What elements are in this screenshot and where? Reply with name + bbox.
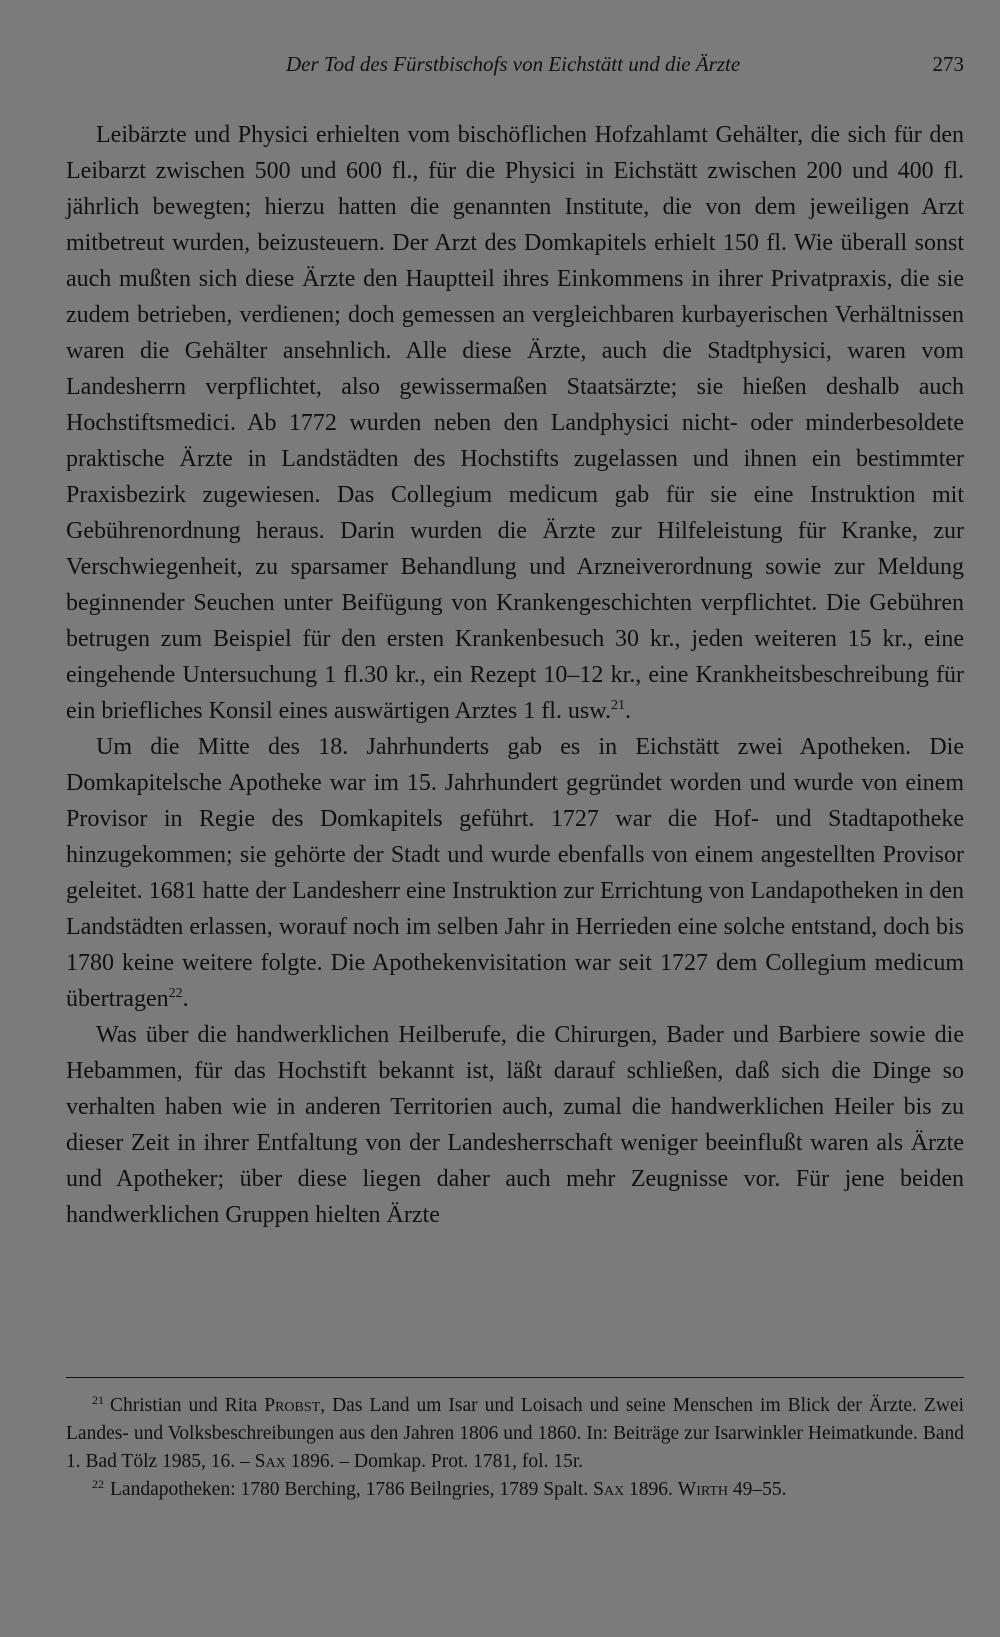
running-title: Der Tod des Fürstbischofs von Eichstätt und die Ärzte <box>286 52 741 76</box>
footnote-text: 1896. <box>624 1479 678 1500</box>
cited-author: Sax <box>254 1451 286 1472</box>
footnote-reference[interactable]: 22 <box>168 986 183 1001</box>
paragraph-craft-healers <box>66 1017 964 1233</box>
footnote-mark: 21 <box>92 1392 104 1407</box>
footnote-21 <box>66 1392 964 1476</box>
footnote-reference[interactable]: 21 <box>610 698 625 713</box>
footnote-text: Landapotheken: 1780 Berching, 1786 Beilngries, 1789 Spalt. <box>110 1479 594 1500</box>
paragraph-end: . <box>624 698 631 724</box>
footnote-separator <box>66 1377 964 1378</box>
cited-author: Wirth <box>677 1479 729 1500</box>
body-text <box>66 117 964 1233</box>
footnote-text: 49–55. <box>728 1479 787 1500</box>
paragraph-text: Um die Mitte des 18. Jahrhunderts gab es in Eichstätt zwei Apotheken. Die Domkapitelsche Apotheke war im 15. Jahrhundert gegründet worden und wurde von einem Provisor in Regie des Domkapitels geführt. 1727 war die Hof- und Stadtapotheke hinzugekommen; sie gehörte der Stadt und wurde ebenfalls von einem angestellten Provisor geleitet. 1681 hatte der Landesherr eine Instruktion zur Errichtung von Landapotheken in den Landstädten erlassen, worauf noch im selben Jahr in Herrieden eine solche entstand, doch bis 1780 keine weitere folgte. Die Apothekenvisitation war seit 1727 dem Collegium medicum übertragen <box>66 734 964 1012</box>
cited-author: Probst <box>264 1395 321 1416</box>
paragraph-text: Was über die handwerklichen Heilberufe, die Chirurgen, Bader und Barbiere sowie die Hebammen, für das Hochstift bekannt ist, läßt darauf schließen, daß sich die Dinge so verhalten haben wie in anderen Territorien auch, zumal die handwerklichen Heiler bis zu dieser Zeit in ihrer Entfaltung von der Landesherrschaft weniger beeinflußt waren als Ärzte und Apotheker; über diese liegen daher auch mehr Zeugnisse vor. Für jene beiden handwerklichen Gruppen hielten Ärzte <box>66 1022 964 1228</box>
paragraph-physicians-salaries <box>66 117 964 729</box>
footnotes <box>66 1392 964 1504</box>
paragraph-pharmacies <box>66 729 964 1017</box>
paragraph-text: Leibärzte und Physici erhielten vom bischöflichen Hofzahlamt Gehälter, die sich für den Leibarzt zwischen 500 und 600 fl., für die Physici in Eichstätt zwischen 200 und 400 fl. jährlich bewegten; hierzu hatten die genannten Institute, die von dem jeweiligen Arzt mitbetreut wurden, beizusteuern. Der Arzt des Domkapitels erhielt 150 fl. Wie überall sonst auch mußten sich diese Ärzte den Hauptteil ihres Einkommens in ihrer Privatpraxis, die sie zudem betrieben, verdienen; doch gemessen an vergleichbaren kurbayerischen Verhältnissen waren die Gehälter ansehnlich. Alle diese Ärzte, auch die Stadtphysici, waren vom Landesherrn verpflichtet, also gewissermaßen Staatsärzte; sie hießen deshalb auch Hochstiftsmedici. Ab 1772 wurden neben den Landphysici nicht- oder minderbesoldete praktische Ärzte in Landstädten des Hochstifts zugelassen und ihnen ein bestimmter Praxisbezirk zugewiesen. Das Collegium medicum gab für sie eine Instruktion mit Gebührenordnung heraus. Darin wurden die Ärzte zur Hilfeleistung für Kranke, zur Verschwiegenheit, zu sparsamer Behandlung und Arzneiverordnung sowie zur Meldung beginnender Seuchen unter Beifügung von Krankengeschichten verpflichtet. Die Gebühren betrugen zum Beispiel für den ersten Krankenbesuch 30 kr., jeden weiteren 15 kr., eine eingehende Untersuchung 1 fl.30 kr., ein Rezept 10–12 kr., eine Krankheitsbeschreibung für ein briefliches Konsil eines auswärtigen Arztes 1 fl. usw. <box>66 122 964 724</box>
paragraph-end: . <box>182 986 189 1012</box>
footnote-mark: 22 <box>92 1476 104 1491</box>
footnote-text: Christian und Rita <box>110 1395 265 1416</box>
footnote-text: 1896. – Domkap. Prot. 1781, fol. 15r. <box>285 1451 584 1472</box>
running-head <box>66 48 964 82</box>
footnote-text: , Das Land um Isar und Loisach und seine Menschen im Blick der Ärzte. Zwei Landes- und Volksbeschreibungen aus den Jahren 1806 und 1860. In: Beiträge zur Isarwinkler Heimatkunde. Band 1. Bad Tölz 1985, 16. – <box>66 1395 964 1472</box>
page-number: 273 <box>932 52 964 76</box>
footnote-22 <box>66 1476 964 1504</box>
cited-author: Sax <box>593 1479 625 1500</box>
